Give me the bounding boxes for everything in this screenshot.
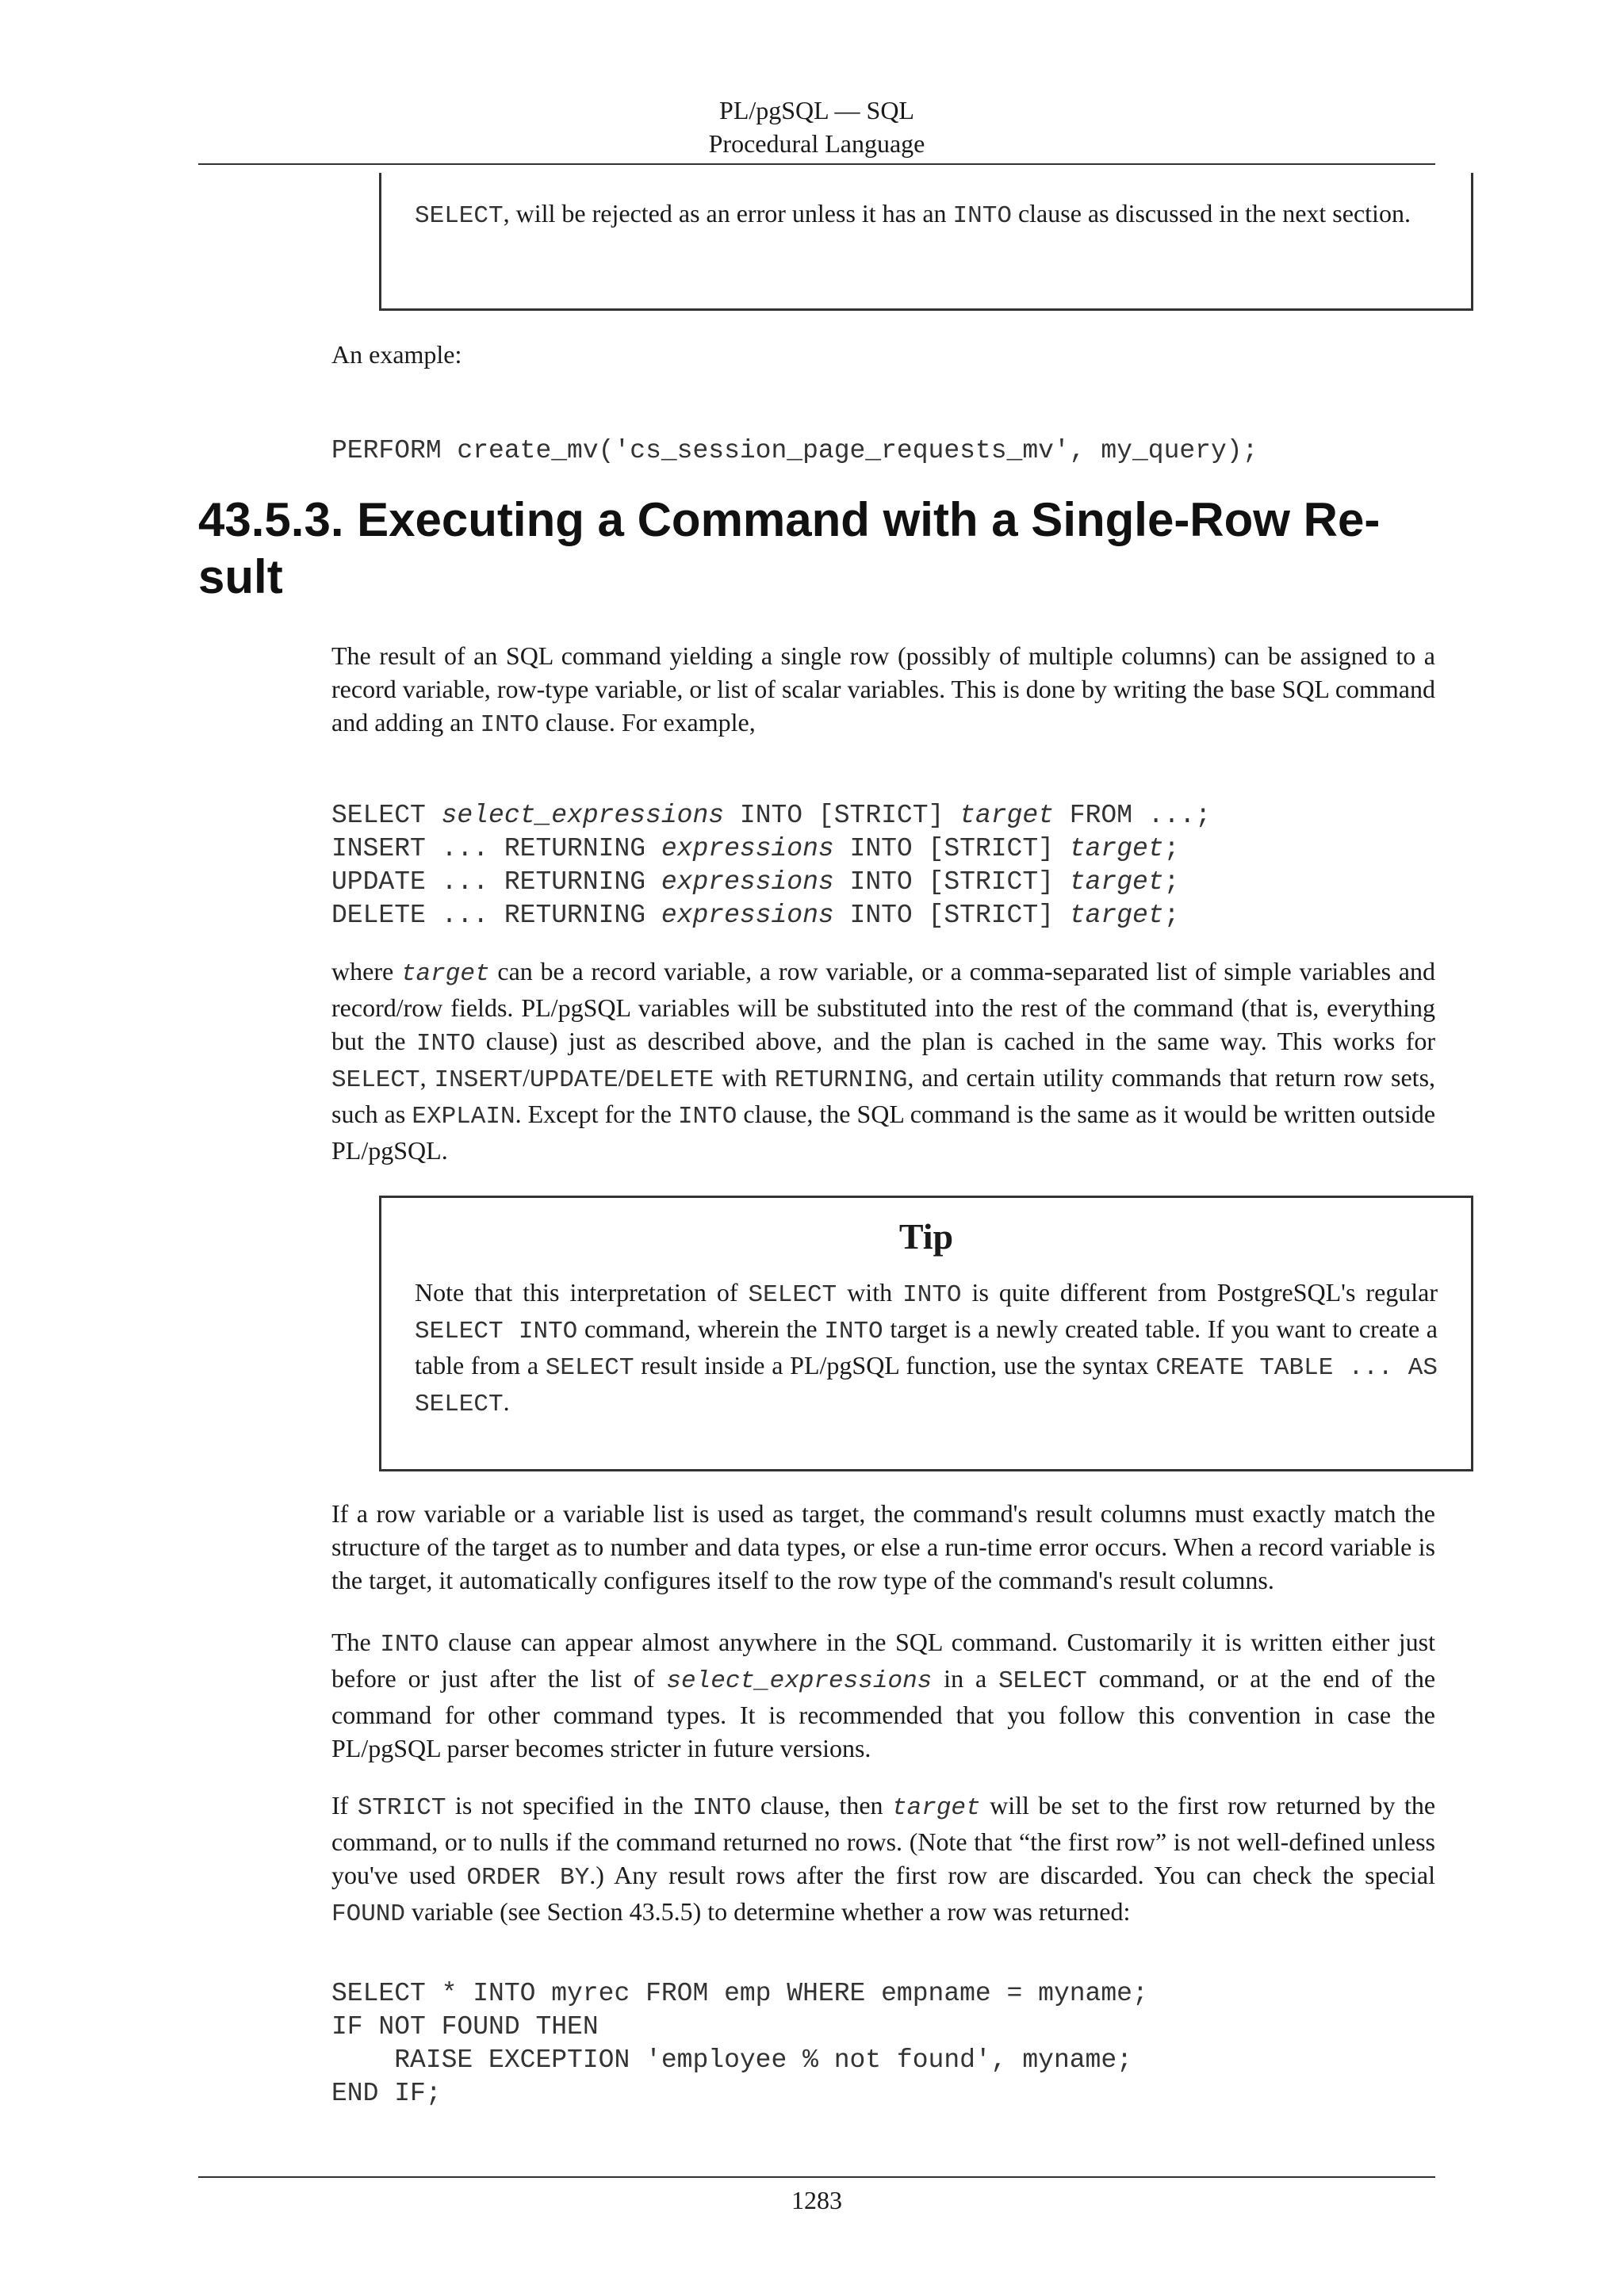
code-run: INTO [STRICT]	[833, 901, 1070, 930]
code-target: target	[892, 1794, 981, 1822]
text-run: can be a record variable, a row variable, or a comma-separated list of simple variables and record/row fields. PL/pgSQL variables will be substituted into the rest of the command (that is, everything but the	[331, 957, 1435, 1055]
code-select-into: SELECT INTO	[415, 1318, 578, 1345]
text-run: is not specified in the	[446, 1791, 693, 1820]
code-into: INTO	[692, 1794, 752, 1822]
text-run: , and certain utility commands that return row sets, such as	[331, 1063, 1436, 1128]
text-run: If	[331, 1791, 358, 1820]
code-run: INTO [STRICT]	[833, 867, 1070, 897]
text-run: where	[331, 957, 401, 985]
text-run: The result of an SQL command yielding a single row (possibly of multiple columns) can be assigned to a record variable, row-type variable, or list of scalar variables. This is done by writing the base SQL command and adding an	[331, 641, 1435, 737]
code-run: ;	[1163, 901, 1180, 930]
text-run: with	[837, 1278, 903, 1307]
text-run: /	[618, 1063, 626, 1092]
code-into: INTO	[824, 1318, 883, 1345]
code-block-syntax	[331, 799, 1211, 932]
paragraph-row-variable: If a row variable or a variable list is used as target, the command's result columns must exactly match the structure of the target as to number and data types, or else a run-time error occurs. When a record variable is the target, it automatically configures itself to the row type of the command's result columns.	[331, 1499, 1435, 1594]
code-create-table-as: CREATE TABLE ... AS SELECT	[415, 1354, 1438, 1418]
paragraph-intro	[331, 639, 1435, 742]
code-into: INTO	[416, 1030, 476, 1058]
text-run: target is a newly created table. If you want to create a table from a	[415, 1314, 1438, 1380]
text-run: Note that this interpretation of	[415, 1278, 749, 1307]
paragraph-strict	[331, 1789, 1435, 1931]
code-insert: INSERT	[434, 1066, 523, 1094]
code-found: FOUND	[331, 1900, 406, 1928]
text-run: will be set to the first row returned by the command, or to nulls if the command returned no rows. (Note that “the first row” is not well-defined unless you've used	[331, 1791, 1436, 1889]
code-strict: STRICT	[357, 1794, 446, 1822]
header-title-line1: PL/pgSQL — SQL	[719, 96, 914, 124]
code-run-italic: expressions	[661, 901, 834, 930]
text-run: with	[714, 1063, 775, 1092]
note-box-continued	[379, 173, 1473, 311]
paragraph-into-placement	[331, 1625, 1435, 1765]
text-run: variable (see Section 43.5.5) to determine whether a row was returned:	[405, 1897, 1131, 1926]
tip-title: Tip	[898, 1216, 954, 1257]
text-run: clause can appear almost anywhere in the SQL command. Customarily it is written either just before or just after the list of	[331, 1628, 1435, 1693]
text-run: .	[503, 1387, 510, 1416]
header-rule	[198, 163, 1435, 165]
text-run: .) Any result rows after the first row are discarded. You can check the special	[589, 1861, 1436, 1889]
code-run-italic: target	[1069, 901, 1164, 930]
text-run: , will be rejected as an error unless it has an	[503, 199, 953, 228]
code-delete: DELETE	[625, 1066, 714, 1094]
text-run: clause as discussed in the next section.	[1011, 199, 1411, 228]
code-block-perform: PERFORM create_mv('cs_session_page_requests_mv', my_query);	[331, 436, 1258, 465]
text-run: command, wherein the	[577, 1314, 825, 1343]
paragraph-target	[331, 955, 1435, 1167]
code-select: SELECT	[545, 1354, 634, 1382]
text-run: clause) just as described above, and the plan is cached in the same way. This works for	[475, 1027, 1436, 1055]
code-run-italic: select_expressions	[441, 801, 725, 830]
text-run: . Except for the	[515, 1100, 678, 1128]
code-order-by: ORDER BY	[466, 1864, 590, 1892]
code-into: INTO	[480, 711, 539, 739]
code-into: INTO	[902, 1281, 962, 1309]
code-run-italic: target	[959, 801, 1054, 830]
code-run-italic: expressions	[661, 867, 834, 897]
text-run: in a	[932, 1664, 999, 1693]
code-run: ;	[1163, 834, 1180, 863]
code-select: SELECT	[331, 1066, 420, 1094]
code-run-italic: expressions	[661, 834, 834, 863]
code-run: DELETE ... RETURNING	[331, 901, 661, 930]
section-title: 43.5.3. Executing a Command with a Single-Row Re- sult	[198, 493, 1381, 603]
code-run-italic: target	[1069, 867, 1164, 897]
code-into: INTO	[380, 1631, 439, 1659]
text-run: ,	[419, 1063, 435, 1092]
code-block-example: SELECT * INTO myrec FROM emp WHERE empname = myname; IF NOT FOUND THEN RAISE EXCEPTION 'employee % not found', myname; END IF;	[331, 1979, 1148, 2108]
page-number: 1283	[791, 2186, 842, 2214]
example-label: An example:	[331, 340, 462, 369]
code-select-expressions: select_expressions	[666, 1667, 933, 1695]
code-select: SELECT	[415, 202, 504, 230]
code-into: INTO	[677, 1103, 737, 1131]
code-run: FROM ...;	[1053, 801, 1212, 830]
code-into: INTO	[952, 202, 1012, 230]
running-header	[198, 94, 1435, 160]
header-title-line2: Procedural Language	[708, 129, 925, 158]
code-run: INTO [STRICT]	[833, 834, 1070, 863]
code-returning: RETURNING	[774, 1066, 908, 1094]
tip-box	[379, 1196, 1473, 1471]
code-run: UPDATE ... RETURNING	[331, 867, 661, 897]
note-box-text	[415, 197, 1438, 233]
text-run: clause. For example,	[538, 708, 756, 737]
section-heading	[198, 492, 1467, 606]
code-update: UPDATE	[530, 1066, 619, 1094]
code-run: INTO [STRICT]	[724, 801, 960, 830]
text-run: clause, the SQL command is the same as it would be written outside PL/pgSQL.	[331, 1100, 1436, 1165]
code-target: target	[400, 960, 490, 988]
code-run: ;	[1163, 867, 1180, 897]
text-run: is quite different from PostgreSQL's regular	[961, 1278, 1438, 1307]
text-run: command, or at the end of the command for other command types. It is recommended that you follow this convention in case the PL/pgSQL parser becomes stricter in future versions.	[331, 1664, 1436, 1762]
code-explain: EXPLAIN	[412, 1103, 515, 1131]
tip-text	[415, 1276, 1438, 1422]
code-run: SELECT	[331, 801, 442, 830]
code-run: INSERT ... RETURNING	[331, 834, 661, 863]
text-run: The	[331, 1628, 381, 1656]
code-select: SELECT	[748, 1281, 837, 1309]
code-select: SELECT	[998, 1667, 1087, 1695]
footer-rule	[198, 2176, 1435, 2178]
code-run-italic: target	[1069, 834, 1164, 863]
text-run: /	[523, 1063, 530, 1092]
text-run: clause, then	[751, 1791, 893, 1820]
text-run: result inside a PL/pgSQL function, use the syntax	[634, 1351, 1156, 1380]
